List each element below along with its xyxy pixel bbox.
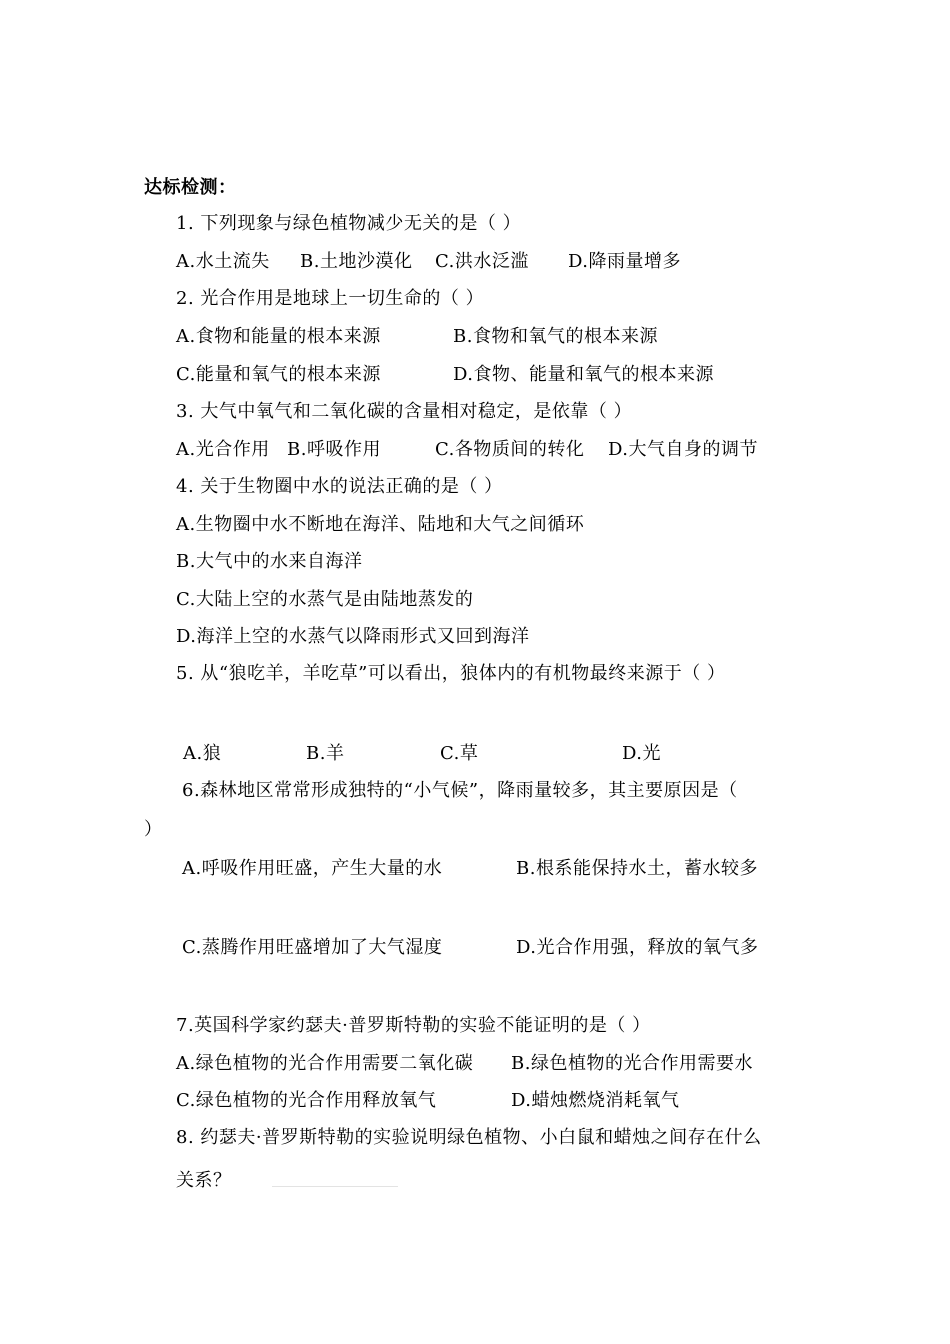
question-8-stem: 8. 约瑟夫·普罗斯特勒的实验说明绿色植物、小白鼠和蜡烛之间存在什么 <box>176 1127 762 1148</box>
question-6-stem: 6.森林地区常常形成独特的“小气候”，降雨量较多，其主要原因是（ <box>182 780 738 801</box>
question-7-option-a: A.绿色植物的光合作用需要二氧化碳 <box>176 1053 474 1074</box>
question-6-stem-continuation: ） <box>144 819 163 840</box>
heading: 达标检测： <box>144 177 237 198</box>
question-3-option-a: A.光合作用 <box>176 439 270 460</box>
question-3-option-d: D.大气自身的调节 <box>608 439 759 460</box>
question-5-option-d: D.光 <box>622 743 662 764</box>
question-4-option-c: C.大陆上空的水蒸气是由陆地蒸发的 <box>176 589 474 610</box>
question-6-option-a: A.呼吸作用旺盛，产生大量的水 <box>182 858 443 879</box>
question-2-stem: 2. 光合作用是地球上一切生命的（ ） <box>176 288 485 309</box>
question-4-option-a: A.生物圈中水不断地在海洋、陆地和大气之间循环 <box>176 514 585 535</box>
question-3-option-b: B.呼吸作用 <box>287 439 381 460</box>
question-2-option-d: D.食物、能量和氧气的根本来源 <box>453 364 715 385</box>
question-2-option-b: B.食物和氧气的根本来源 <box>453 326 658 347</box>
answer-blank-line <box>272 1186 398 1187</box>
question-5-stem: 5. 从“狼吃羊，羊吃草”可以看出，狼体内的有机物最终来源于（ ） <box>176 663 726 684</box>
question-5-option-a: A.狼 <box>183 743 222 764</box>
question-7-option-d: D.蜡烛燃烧消耗氧气 <box>511 1090 680 1111</box>
question-4-stem: 4. 关于生物圈中水的说法正确的是（ ） <box>176 476 503 497</box>
question-2-option-c: C.能量和氧气的根本来源 <box>176 364 381 385</box>
question-6-option-c: C.蒸腾作用旺盛增加了大气湿度 <box>182 937 443 958</box>
question-5-option-c: C.草 <box>440 743 479 764</box>
question-1-option-d: D.降雨量增多 <box>568 251 682 272</box>
question-1-option-b: B.土地沙漠化 <box>300 251 413 272</box>
question-7-stem: 7.英国科学家约瑟夫·普罗斯特勒的实验不能证明的是（ ） <box>176 1015 651 1036</box>
question-4-option-d: D.海洋上空的水蒸气以降雨形式又回到海洋 <box>176 626 530 647</box>
question-6-option-d: D.光合作用强，释放的氧气多 <box>516 937 759 958</box>
question-3-option-c: C.各物质间的转化 <box>435 439 585 460</box>
question-6-option-b: B.根系能保持水土，蓄水较多 <box>516 858 758 879</box>
question-5-option-b: B.羊 <box>306 743 345 764</box>
question-7-option-c: C.绿色植物的光合作用释放氧气 <box>176 1090 437 1111</box>
question-8-stem-continuation: 关系？ <box>176 1170 232 1191</box>
question-7-option-b: B.绿色植物的光合作用需要水 <box>511 1053 753 1074</box>
question-2-option-a: A.食物和能量的根本来源 <box>176 326 381 347</box>
question-1-stem: 1. 下列现象与绿色植物减少无关的是（ ） <box>176 213 522 234</box>
question-4-option-b: B.大气中的水来自海洋 <box>176 551 363 572</box>
question-1-option-a: A.水土流失 <box>176 251 270 272</box>
question-3-stem: 3. 大气中氧气和二氧化碳的含量相对稳定，是依靠（ ） <box>176 401 633 422</box>
question-1-option-c: C.洪水泛滥 <box>435 251 529 272</box>
